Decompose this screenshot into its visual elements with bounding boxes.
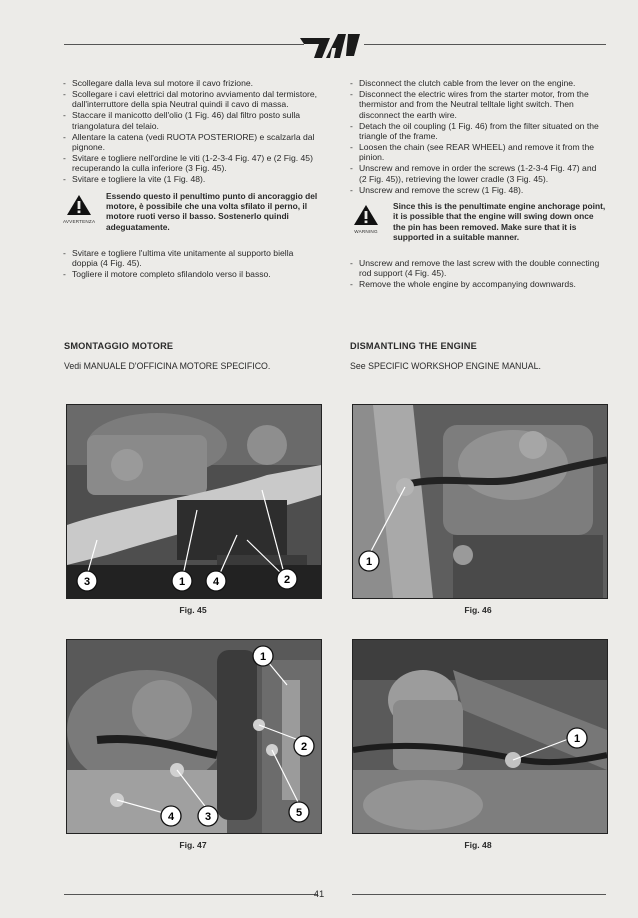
header-rule-right: [364, 44, 606, 45]
page-number: 41: [313, 888, 325, 899]
section-reference: Vedi MANUALE D'OFFICINA MOTORE SPECIFICO.: [64, 361, 271, 371]
callout-3-label: 3: [204, 811, 212, 823]
step-item: - Allentare la catena (vedi RUOTA POSTERIORE) e scalzarla dal pignone.: [63, 132, 321, 153]
italian-column: [63, 78, 321, 280]
callout-3-label: 3: [83, 576, 91, 588]
english-column: [350, 78, 606, 290]
warning-block: [350, 201, 606, 249]
warning-triangle-icon: [353, 204, 379, 226]
callout-1-label: 1: [573, 733, 581, 745]
warning-text: Essendo questo il penultimo punto di ancoraggio del motore, è possibile che una volta sfilato il perno, il motore ruoti verso il basso. Sostenerlo quindi adeguatamente.: [106, 190, 318, 232]
step-item: - Loosen the chain (see REAR WHEEL) and remove it from the pinion.: [350, 142, 606, 163]
step-item: - Staccare il manicotto dell'olio (1 Fig. 46) dal filtro posto sulla triangolatura del telaio.: [63, 110, 321, 131]
callout-2-label: 2: [300, 741, 308, 753]
section-title: DISMANTLING THE ENGINE: [350, 341, 477, 351]
fig47-caption: Fig. 47: [179, 840, 207, 850]
step-item: - Svitare e togliere l'ultima vite unitamente al supporto biella doppia (4 Fig. 45).: [63, 248, 321, 269]
step-item: - Unscrew and remove the last screw with the double connecting rod support (4 Fig. 45).: [350, 258, 606, 279]
steps-list: [350, 78, 606, 195]
step-item: - Unscrew and remove the screw (1 Fig. 48).: [350, 185, 606, 195]
fig46-caption: Fig. 46: [464, 605, 492, 615]
steps-list: [63, 78, 321, 185]
warning-triangle-icon: [66, 194, 92, 216]
fig47-photo: [66, 639, 322, 834]
step-item: - Scollegare i cavi elettrici dal motorino avviamento dal termistore, dall'interruttore della spia Neutral quindi il cavo di massa.: [63, 89, 321, 110]
steps-list-2: [63, 248, 321, 280]
step-item: - Detach the oil coupling (1 Fig. 46) from the filter situated on the triangle of the frame.: [350, 121, 606, 142]
fig45-caption: Fig. 45: [179, 605, 207, 615]
warning-badge: [63, 194, 95, 228]
warning-badge: [350, 204, 382, 238]
callout-5-label: 5: [295, 807, 303, 819]
callout-4-label: 4: [167, 811, 175, 823]
steps-list-2: [350, 258, 606, 290]
step-item: - Svitare e togliere la vite (1 Fig. 48).: [63, 174, 321, 184]
step-item: - Togliere il motore completo sfilandolo verso il basso.: [63, 269, 321, 279]
fig46-photo: [352, 404, 608, 599]
callout-1-label: 1: [365, 556, 373, 568]
callout-1-label: 1: [178, 576, 186, 588]
aprilia-logo: [300, 32, 366, 60]
fig48-caption: Fig. 48: [464, 840, 492, 850]
fig48-photo: [352, 639, 608, 834]
warning-text: Since this is the penultimate engine anchorage point, it is possible that the engine will swing down once the pin has been removed. Make sure that it is supported in a suitable manner.: [393, 200, 606, 243]
callout-1-label: 1: [259, 651, 267, 663]
step-item: - Unscrew and remove in order the screws (1-2-3-4 Fig. 47) and (2 Fig. 45)), retrieving the lower cradle (3 Fig. 45).: [350, 163, 606, 184]
callout-2-label: 2: [283, 574, 291, 586]
header-rule-left: [64, 44, 304, 45]
step-item: - Disconnect the electric wires from the starter motor, from the thermistor and from the Neutral telltale light switch. Then disconnect the earth wire.: [350, 89, 606, 120]
step-item: - Scollegare dalla leva sul motore il cavo frizione.: [63, 78, 321, 88]
section-title: SMONTAGGIO MOTORE: [64, 341, 174, 351]
warning-label: AVVERTENZA: [63, 218, 96, 224]
step-item: - Svitare e togliere nell'ordine le viti (1-2-3-4 Fig. 47) e (2 Fig. 45) recuperando la culla inferiore (3 Fig. 45).: [63, 153, 321, 174]
step-item: - Remove the whole engine by accompanying downwards.: [350, 279, 606, 289]
fig45-photo: [66, 404, 322, 599]
warning-label: WARNING: [354, 229, 378, 235]
callout-4-label: 4: [212, 576, 220, 588]
step-item: - Disconnect the clutch cable from the lever on the engine.: [350, 78, 606, 88]
warning-block: [63, 191, 321, 239]
section-reference: See SPECIFIC WORKSHOP ENGINE MANUAL.: [350, 361, 541, 371]
